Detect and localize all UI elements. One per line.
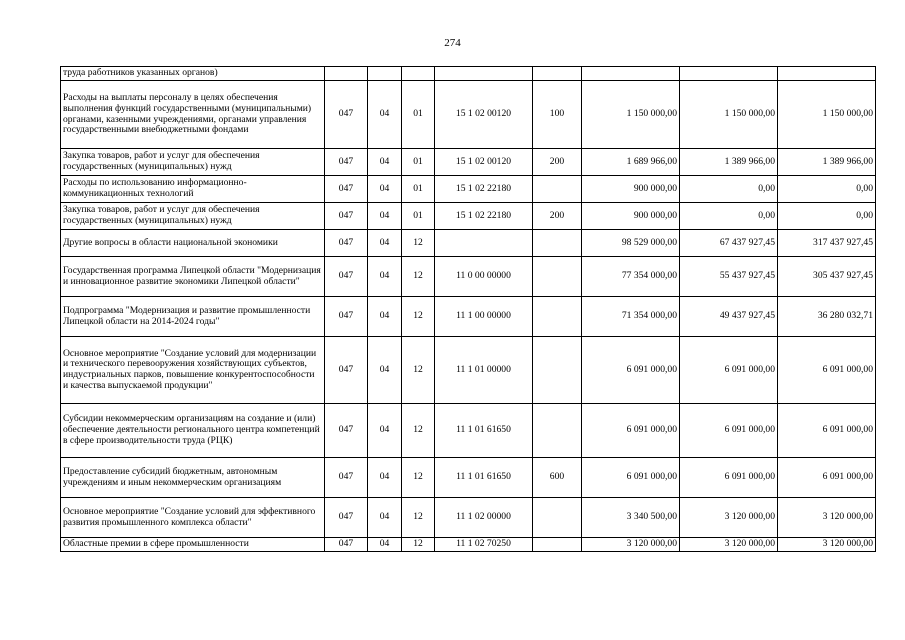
table-row	[61, 404, 876, 458]
amount-year1-cell: 98 529 000,00	[582, 230, 680, 257]
row-name-cell: Областные премии в сфере промышленности	[61, 538, 325, 552]
section-code-cell: 04	[368, 230, 402, 257]
table-row	[61, 538, 876, 552]
amount-year2-cell: 67 437 927,45	[680, 230, 778, 257]
amount-year2-cell: 55 437 927,45	[680, 257, 778, 297]
row-name-cell: труда работников указанных органов)	[61, 67, 325, 81]
table-row	[61, 458, 876, 498]
target-article-cell: 11 1 02 70250	[435, 538, 533, 552]
row-name-cell: Закупка товаров, работ и услуг для обеспечения государственных (муниципальных) нужд	[61, 203, 325, 230]
subsection-code-cell: 12	[402, 337, 435, 404]
amount-year1-cell: 1 689 966,00	[582, 149, 680, 176]
table-row	[61, 297, 876, 337]
row-name-cell: Основное мероприятие "Создание условий для модернизации и технического перевооружения хозяйствующих субъектов, индустриальных парков, повышение конкурентоспособности и качества выпускаемой продукции"	[61, 337, 325, 404]
section-code-cell: 04	[368, 297, 402, 337]
amount-year3-cell: 6 091 000,00	[778, 404, 876, 458]
ministry-code-cell: 047	[325, 176, 368, 203]
table-row	[61, 337, 876, 404]
expense-type-cell: 200	[533, 203, 582, 230]
subsection-code-cell: 01	[402, 203, 435, 230]
amount-year1-cell: 6 091 000,00	[582, 404, 680, 458]
table-row	[61, 67, 876, 81]
expense-type-cell	[533, 230, 582, 257]
amount-year1-cell: 77 354 000,00	[582, 257, 680, 297]
amount-year3-cell: 1 150 000,00	[778, 81, 876, 149]
subsection-code-cell: 12	[402, 230, 435, 257]
amount-year1-cell: 3 340 500,00	[582, 498, 680, 538]
table-row	[61, 257, 876, 297]
section-code-cell: 04	[368, 337, 402, 404]
section-code-cell	[368, 67, 402, 81]
section-code-cell: 04	[368, 498, 402, 538]
expense-type-cell	[533, 538, 582, 552]
table-row	[61, 230, 876, 257]
table-row	[61, 498, 876, 538]
table-row	[61, 149, 876, 176]
ministry-code-cell: 047	[325, 257, 368, 297]
subsection-code-cell: 01	[402, 176, 435, 203]
amount-year2-cell: 6 091 000,00	[680, 404, 778, 458]
amount-year2-cell: 6 091 000,00	[680, 458, 778, 498]
target-article-cell: 15 1 02 00120	[435, 149, 533, 176]
target-article-cell	[435, 67, 533, 81]
amount-year3-cell: 36 280 032,71	[778, 297, 876, 337]
expense-type-cell	[533, 404, 582, 458]
section-code-cell: 04	[368, 257, 402, 297]
section-code-cell: 04	[368, 203, 402, 230]
amount-year2-cell: 1 389 966,00	[680, 149, 778, 176]
row-name-cell: Закупка товаров, работ и услуг для обеспечения государственных (муниципальных) нужд	[61, 149, 325, 176]
ministry-code-cell	[325, 67, 368, 81]
amount-year3-cell: 1 389 966,00	[778, 149, 876, 176]
amount-year2-cell: 3 120 000,00	[680, 498, 778, 538]
amount-year2-cell: 1 150 000,00	[680, 81, 778, 149]
ministry-code-cell: 047	[325, 149, 368, 176]
amount-year2-cell: 6 091 000,00	[680, 337, 778, 404]
ministry-code-cell: 047	[325, 297, 368, 337]
amount-year3-cell: 317 437 927,45	[778, 230, 876, 257]
section-code-cell: 04	[368, 176, 402, 203]
section-code-cell: 04	[368, 458, 402, 498]
subsection-code-cell: 12	[402, 257, 435, 297]
table-row	[61, 81, 876, 149]
target-article-cell: 11 0 00 00000	[435, 257, 533, 297]
target-article-cell: 15 1 02 22180	[435, 203, 533, 230]
amount-year1-cell: 3 120 000,00	[582, 538, 680, 552]
target-article-cell: 11 1 01 61650	[435, 458, 533, 498]
expense-type-cell	[533, 297, 582, 337]
amount-year3-cell: 3 120 000,00	[778, 538, 876, 552]
section-code-cell: 04	[368, 149, 402, 176]
expense-type-cell	[533, 257, 582, 297]
ministry-code-cell: 047	[325, 404, 368, 458]
row-name-cell: Государственная программа Липецкой области "Модернизация и инновационное развитие экономики Липецкой области"	[61, 257, 325, 297]
table-body	[61, 67, 876, 552]
amount-year2-cell: 0,00	[680, 203, 778, 230]
section-code-cell: 04	[368, 404, 402, 458]
amount-year3-cell: 3 120 000,00	[778, 498, 876, 538]
row-name-cell: Подпрограмма "Модернизация и развитие промышленности Липецкой области на 2014-2024 годы"	[61, 297, 325, 337]
amount-year2-cell: 3 120 000,00	[680, 538, 778, 552]
amount-year1-cell: 1 150 000,00	[582, 81, 680, 149]
subsection-code-cell: 01	[402, 149, 435, 176]
subsection-code-cell	[402, 67, 435, 81]
page-number: 274	[444, 37, 461, 49]
expense-type-cell: 600	[533, 458, 582, 498]
amount-year3-cell: 6 091 000,00	[778, 337, 876, 404]
subsection-code-cell: 12	[402, 538, 435, 552]
ministry-code-cell: 047	[325, 337, 368, 404]
amount-year1-cell: 6 091 000,00	[582, 458, 680, 498]
amount-year1-cell	[582, 67, 680, 81]
target-article-cell: 11 1 01 00000	[435, 337, 533, 404]
amount-year1-cell: 71 354 000,00	[582, 297, 680, 337]
target-article-cell: 11 1 02 00000	[435, 498, 533, 538]
amount-year3-cell: 305 437 927,45	[778, 257, 876, 297]
row-name-cell: Другие вопросы в области национальной экономики	[61, 230, 325, 257]
expense-type-cell	[533, 498, 582, 538]
ministry-code-cell: 047	[325, 458, 368, 498]
row-name-cell: Предоставление субсидий бюджетным, автономным учреждениям и иным некоммерческим организациям	[61, 458, 325, 498]
amount-year3-cell: 0,00	[778, 203, 876, 230]
target-article-cell	[435, 230, 533, 257]
target-article-cell: 15 1 02 22180	[435, 176, 533, 203]
amount-year2-cell: 49 437 927,45	[680, 297, 778, 337]
ministry-code-cell: 047	[325, 230, 368, 257]
amount-year3-cell: 6 091 000,00	[778, 458, 876, 498]
amount-year1-cell: 900 000,00	[582, 203, 680, 230]
budget-table	[60, 66, 876, 552]
section-code-cell: 04	[368, 81, 402, 149]
subsection-code-cell: 12	[402, 404, 435, 458]
expense-type-cell: 200	[533, 149, 582, 176]
table-row	[61, 176, 876, 203]
row-name-cell: Расходы по использованию информационно-коммуникационных технологий	[61, 176, 325, 203]
expense-type-cell	[533, 176, 582, 203]
subsection-code-cell: 12	[402, 498, 435, 538]
amount-year1-cell: 900 000,00	[582, 176, 680, 203]
target-article-cell: 11 1 01 61650	[435, 404, 533, 458]
amount-year1-cell: 6 091 000,00	[582, 337, 680, 404]
ministry-code-cell: 047	[325, 81, 368, 149]
expense-type-cell	[533, 67, 582, 81]
ministry-code-cell: 047	[325, 203, 368, 230]
amount-year3-cell	[778, 67, 876, 81]
ministry-code-cell: 047	[325, 498, 368, 538]
row-name-cell: Субсидии некоммерческим организациям на создание и (или) обеспечение деятельности регионального центра компетенций в сфере производительности труда (РЦК)	[61, 404, 325, 458]
subsection-code-cell: 01	[402, 81, 435, 149]
table-row	[61, 203, 876, 230]
row-name-cell: Основное мероприятие "Создание условий для эффективного развития промышленного комплекса области"	[61, 498, 325, 538]
row-name-cell: Расходы на выплаты персоналу в целях обеспечения выполнения функций государственными (муниципальными) органами, казенными учреждениями, органами управления государственными внебюджетными фондами	[61, 81, 325, 149]
amount-year3-cell: 0,00	[778, 176, 876, 203]
target-article-cell: 15 1 02 00120	[435, 81, 533, 149]
expense-type-cell	[533, 337, 582, 404]
subsection-code-cell: 12	[402, 297, 435, 337]
ministry-code-cell: 047	[325, 538, 368, 552]
amount-year2-cell	[680, 67, 778, 81]
subsection-code-cell: 12	[402, 458, 435, 498]
amount-year2-cell: 0,00	[680, 176, 778, 203]
target-article-cell: 11 1 00 00000	[435, 297, 533, 337]
section-code-cell: 04	[368, 538, 402, 552]
expense-type-cell: 100	[533, 81, 582, 149]
